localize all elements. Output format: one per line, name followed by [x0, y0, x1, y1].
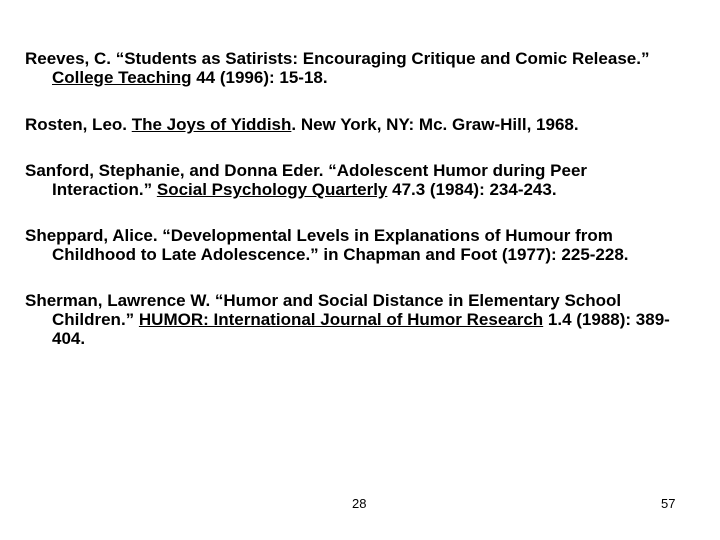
reference-list: [25, 49, 685, 348]
reference-entry: [25, 291, 685, 348]
reference-details: 47.3 (1984): 234-243.: [387, 180, 557, 199]
reference-details: 1.4 (1988): 389-404.: [52, 310, 670, 348]
page-number-center: 28: [352, 496, 367, 511]
journal-title: College Teaching: [52, 68, 192, 87]
reference-details: 44 (1996): 15-18.: [191, 68, 328, 87]
reference-text: Sheppard, Alice. “Developmental Levels in Explanations of Humour from Childhood to Late Adolescence.” in Chapman and Foot (1977): 225-228.: [25, 226, 629, 264]
journal-title: HUMOR: International Journal of Humor Research: [138, 310, 544, 329]
reference-entry: [25, 226, 685, 264]
reference-entry: [25, 161, 685, 199]
book-title: The Joys of Yiddish: [131, 115, 292, 134]
reference-details: . New York, NY: Mc. Graw-Hill, 1968.: [291, 115, 579, 134]
slide-number: 57: [661, 496, 676, 511]
reference-text: Reeves, C. “Students as Satirists: Encouraging Critique and Comic Release.”: [25, 49, 650, 68]
reference-text: Rosten, Leo.: [25, 115, 132, 134]
journal-title: Social Psychology Quarterly: [156, 180, 388, 199]
reference-text: Sherman, Lawrence W. “Humor and Social Distance in Elementary School Children.”: [25, 291, 622, 329]
reference-entry: [25, 49, 685, 87]
reference-entry: [25, 115, 685, 134]
reference-text: Sanford, Stephanie, and Donna Eder. “Adolescent Humor during Peer Interaction.”: [25, 161, 588, 199]
